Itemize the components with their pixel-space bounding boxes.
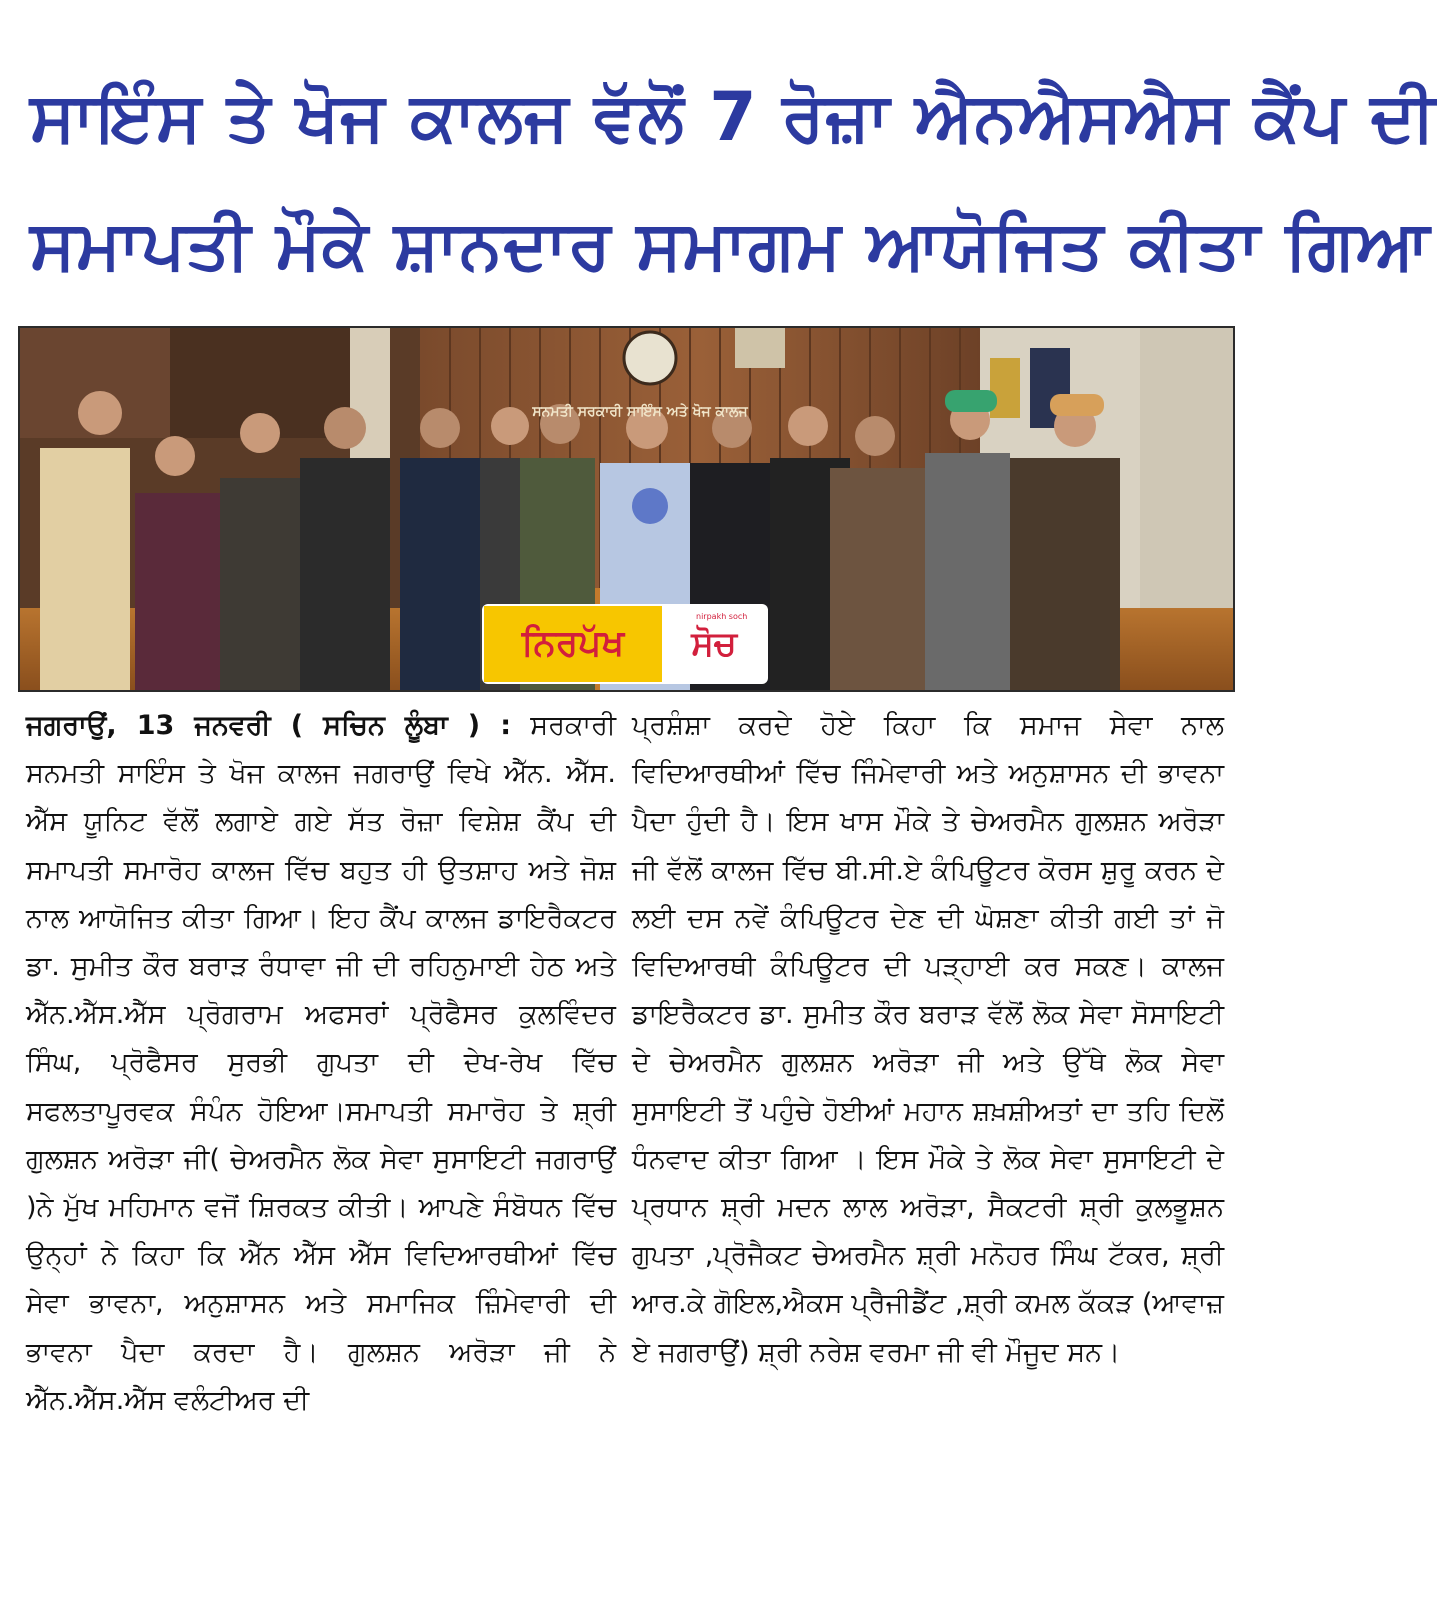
logo-text-second: ਸੋਚ [691,624,737,664]
article-dateline: ਜਗਰਾਉਂ, 13 ਜਨਵਰੀ ( ਸਚਿਨ ਲੂੰਬਾ ) : [26,710,512,741]
article-column-right [632,702,1224,1377]
logo-text-main: ਨਿਰਪੱਖ [521,623,625,664]
headline-line-1: ਸਾਇੰਸ ਤੇ ਖੋਜ ਕਾਲਜ ਵੱਲੋਂ 7 ਰੋਜ਼ਾ ਐਨਐਸਐਸ ਕੈਂਪ ਦੀ [30,78,1437,157]
article-column-left [26,702,616,1425]
logo-site-text: nirpakh soch [696,612,748,621]
wall-sign: ਸਨਮਤੀ ਸਰਕਾਰੀ ਸਾਇੰਸ ਅਤੇ ਖੋਜ ਕਾਲਜ [532,404,748,420]
logo-main-block [484,606,662,682]
article-left-text: ਸਰਕਾਰੀ ਸਨਮਤੀ ਸਾਇੰਸ ਤੇ ਖੋਜ ਕਾਲਜ ਜਗਰਾਉਂ ਵਿਖੇ ਐੱਨ. ਐੱਸ. ਐੱਸ ਯੂਨਿਟ ਵੱਲੋਂ ਲਗਾਏ ਗਏ ਸੱਤ ਰੋਜ਼ਾ ਵਿਸ਼ੇਸ਼ ਕੈਂਪ ਦੀ ਸਮਾਪਤੀ ਸਮਾਰੋਹ ਕਾਲਜ ਵਿੱਚ ਬਹੁਤ ਹੀ ਉਤਸ਼ਾਹ ਅਤੇ ਜੋਸ਼ ਨਾਲ ਆਯੋਜਿਤ ਕੀਤਾ ਗਿਆ। ਇਹ ਕੈਂਪ ਕਾਲਜ ਡਾਇਰੈਕਟਰ ਡਾ. ਸੁਮੀਤ ਕੌਰ ਬਰਾੜ ਰੰਧਾਵਾ ਜੀ ਦੀ ਰਹਿਨੁਮਾਈ ਹੇਠ ਅਤੇ ਐੱਨ.ਐੱਸ.ਐੱਸ ਪ੍ਰੋਗਰਾਮ ਅਫਸਰਾਂ ਪ੍ਰੋਫੈਸਰ ਕੁਲਵਿੰਦਰ ਸਿੰਘ, ਪ੍ਰੋਫੈਸਰ ਸੁਰਭੀ ਗੁਪਤਾ ਦੀ ਦੇਖ-ਰੇਖ ਵਿੱਚ ਸਫਲਤਾਪੂਰਵਕ ਸੰਪੰਨ ਹੋਇਆ।ਸਮਾਪਤੀ ਸਮਾਰੋਹ ਤੇ ਸ਼੍ਰੀ ਗੁਲਸ਼ਨ ਅਰੋੜਾ ਜੀ( ਚੇਅਰਮੈਨ ਲੋਕ ਸੇਵਾ ਸੁਸਾਇਟੀ ਜਗਰਾਉਂ )ਨੇ ਮੁੱਖ ਮਹਿਮਾਨ ਵਜੋਂ ਸ਼ਿਰਕਤ ਕੀਤੀ। ਆਪਣੇ ਸੰਬੋਧਨ ਵਿੱਚ ਉਨ੍ਹਾਂ ਨੇ ਕਿਹਾ ਕਿ ਐੱਨ ਐੱਸ ਐੱਸ ਵਿਦਿਆਰਥੀਆਂ ਵਿੱਚ ਸੇਵਾ ਭਾਵਨਾ, ਅਨੁਸ਼ਾਸਨ ਅਤੇ ਸਮਾਜਿਕ ਜ਼ਿੰਮੇਵਾਰੀ ਦੀ ਭਾਵਨਾ ਪੈਦਾ ਕਰਦਾ ਹੈ। ਗੁਲਸ਼ਨ ਅਰੋੜਾ ਜੀ ਨੇ ਐੱਨ.ਐੱਸ.ਐੱਸ ਵਲੰਟੀਅਰ ਦੀ [26,710,616,1416]
article-left-paragraph [26,702,616,1425]
nirpakh-soch-logo [484,606,766,682]
article-right-paragraph: ਪ੍ਰਸ਼ੰਸ਼ਾ ਕਰਦੇ ਹੋਏ ਕਿਹਾ ਕਿ ਸਮਾਜ ਸੇਵਾ ਨਾਲ ਵਿਦਿਆਰਥੀਆਂ ਵਿੱਚ ਜਿੰਮੇਵਾਰੀ ਅਤੇ ਅਨੁਸ਼ਾਸਨ ਦੀ ਭਾਵਨਾ ਪੈਦਾ ਹੁੰਦੀ ਹੈ। ਇਸ ਖਾਸ ਮੌਕੇ ਤੇ ਚੇਅਰਮੈਨ ਗੁਲਸ਼ਨ ਅਰੋੜਾ ਜੀ ਵੱਲੋਂ ਕਾਲਜ ਵਿੱਚ ਬੀ.ਸੀ.ਏ ਕੰਪਿਊਟਰ ਕੋਰਸ ਸ਼ੁਰੂ ਕਰਨ ਦੇ ਲਈ ਦਸ ਨਵੇਂ ਕੰਪਿਊਟਰ ਦੇਣ ਦੀ ਘੋਸ਼ਣਾ ਕੀਤੀ ਗਈ ਤਾਂ ਜੋ ਵਿਦਿਆਰਥੀ ਕੰਪਿਊਟਰ ਦੀ ਪੜ੍ਹਾਈ ਕਰ ਸਕਣ। ਕਾਲਜ ਡਾਇਰੈਕਟਰ ਡਾ. ਸੁਮੀਤ ਕੌਰ ਬਰਾੜ ਵੱਲੋਂ ਲੋਕ ਸੇਵਾ ਸੋਸਾਇਟੀ ਦੇ ਚੇਅਰਮੈਨ ਗੁਲਸ਼ਨ ਅਰੋੜਾ ਜੀ ਅਤੇ ਉੱਥੇ ਲੋਕ ਸੇਵਾ ਸੁਸਾਇਟੀ ਤੋਂ ਪਹੁੰਚੇ ਹੋਈਆਂ ਮਹਾਨ ਸ਼ਖ਼ਸ਼ੀਅਤਾਂ ਦਾ ਤਹਿ ਦਿਲੋਂ ਧੰਨਵਾਦ ਕੀਤਾ ਗਿਆ । ਇਸ ਮੌਕੇ ਤੇ ਲੋਕ ਸੇਵਾ ਸੁਸਾਇਟੀ ਦੇ ਪ੍ਰਧਾਨ ਸ਼੍ਰੀ ਮਦਨ ਲਾਲ ਅਰੋੜਾ, ਸੈਕਟਰੀ ਸ਼੍ਰੀ ਕੁਲਭੂਸ਼ਨ ਗੁਪਤਾ ,ਪ੍ਰੋਜੈਕਟ ਚੇਅਰਮੈਨ ਸ਼੍ਰੀ ਮਨੋਹਰ ਸਿੰਘ ਟੱਕਰ, ਸ਼੍ਰੀ ਆਰ.ਕੇ ਗੋਇਲ,ਐਕਸ ਪ੍ਰੈਜੀਡੈਂਟ ,ਸ਼੍ਰੀ ਕਮਲ ਕੱਕੜ (ਆਵਾਜ਼ ਏ ਜਗਰਾਉਂ) ਸ਼੍ਰੀ ਨਰੇਸ਼ ਵਰਮਾ ਜੀ ਵੀ ਮੌਜੂਦ ਸਨ। [632,710,1224,1368]
headline-line-2: ਸਮਾਪਤੀ ਮੌਕੇ ਸ਼ਾਨਦਾਰ ਸਮਾਗਮ ਆਯੋਜਿਤ ਕੀਤਾ ਗਿਆ [30,206,1431,285]
